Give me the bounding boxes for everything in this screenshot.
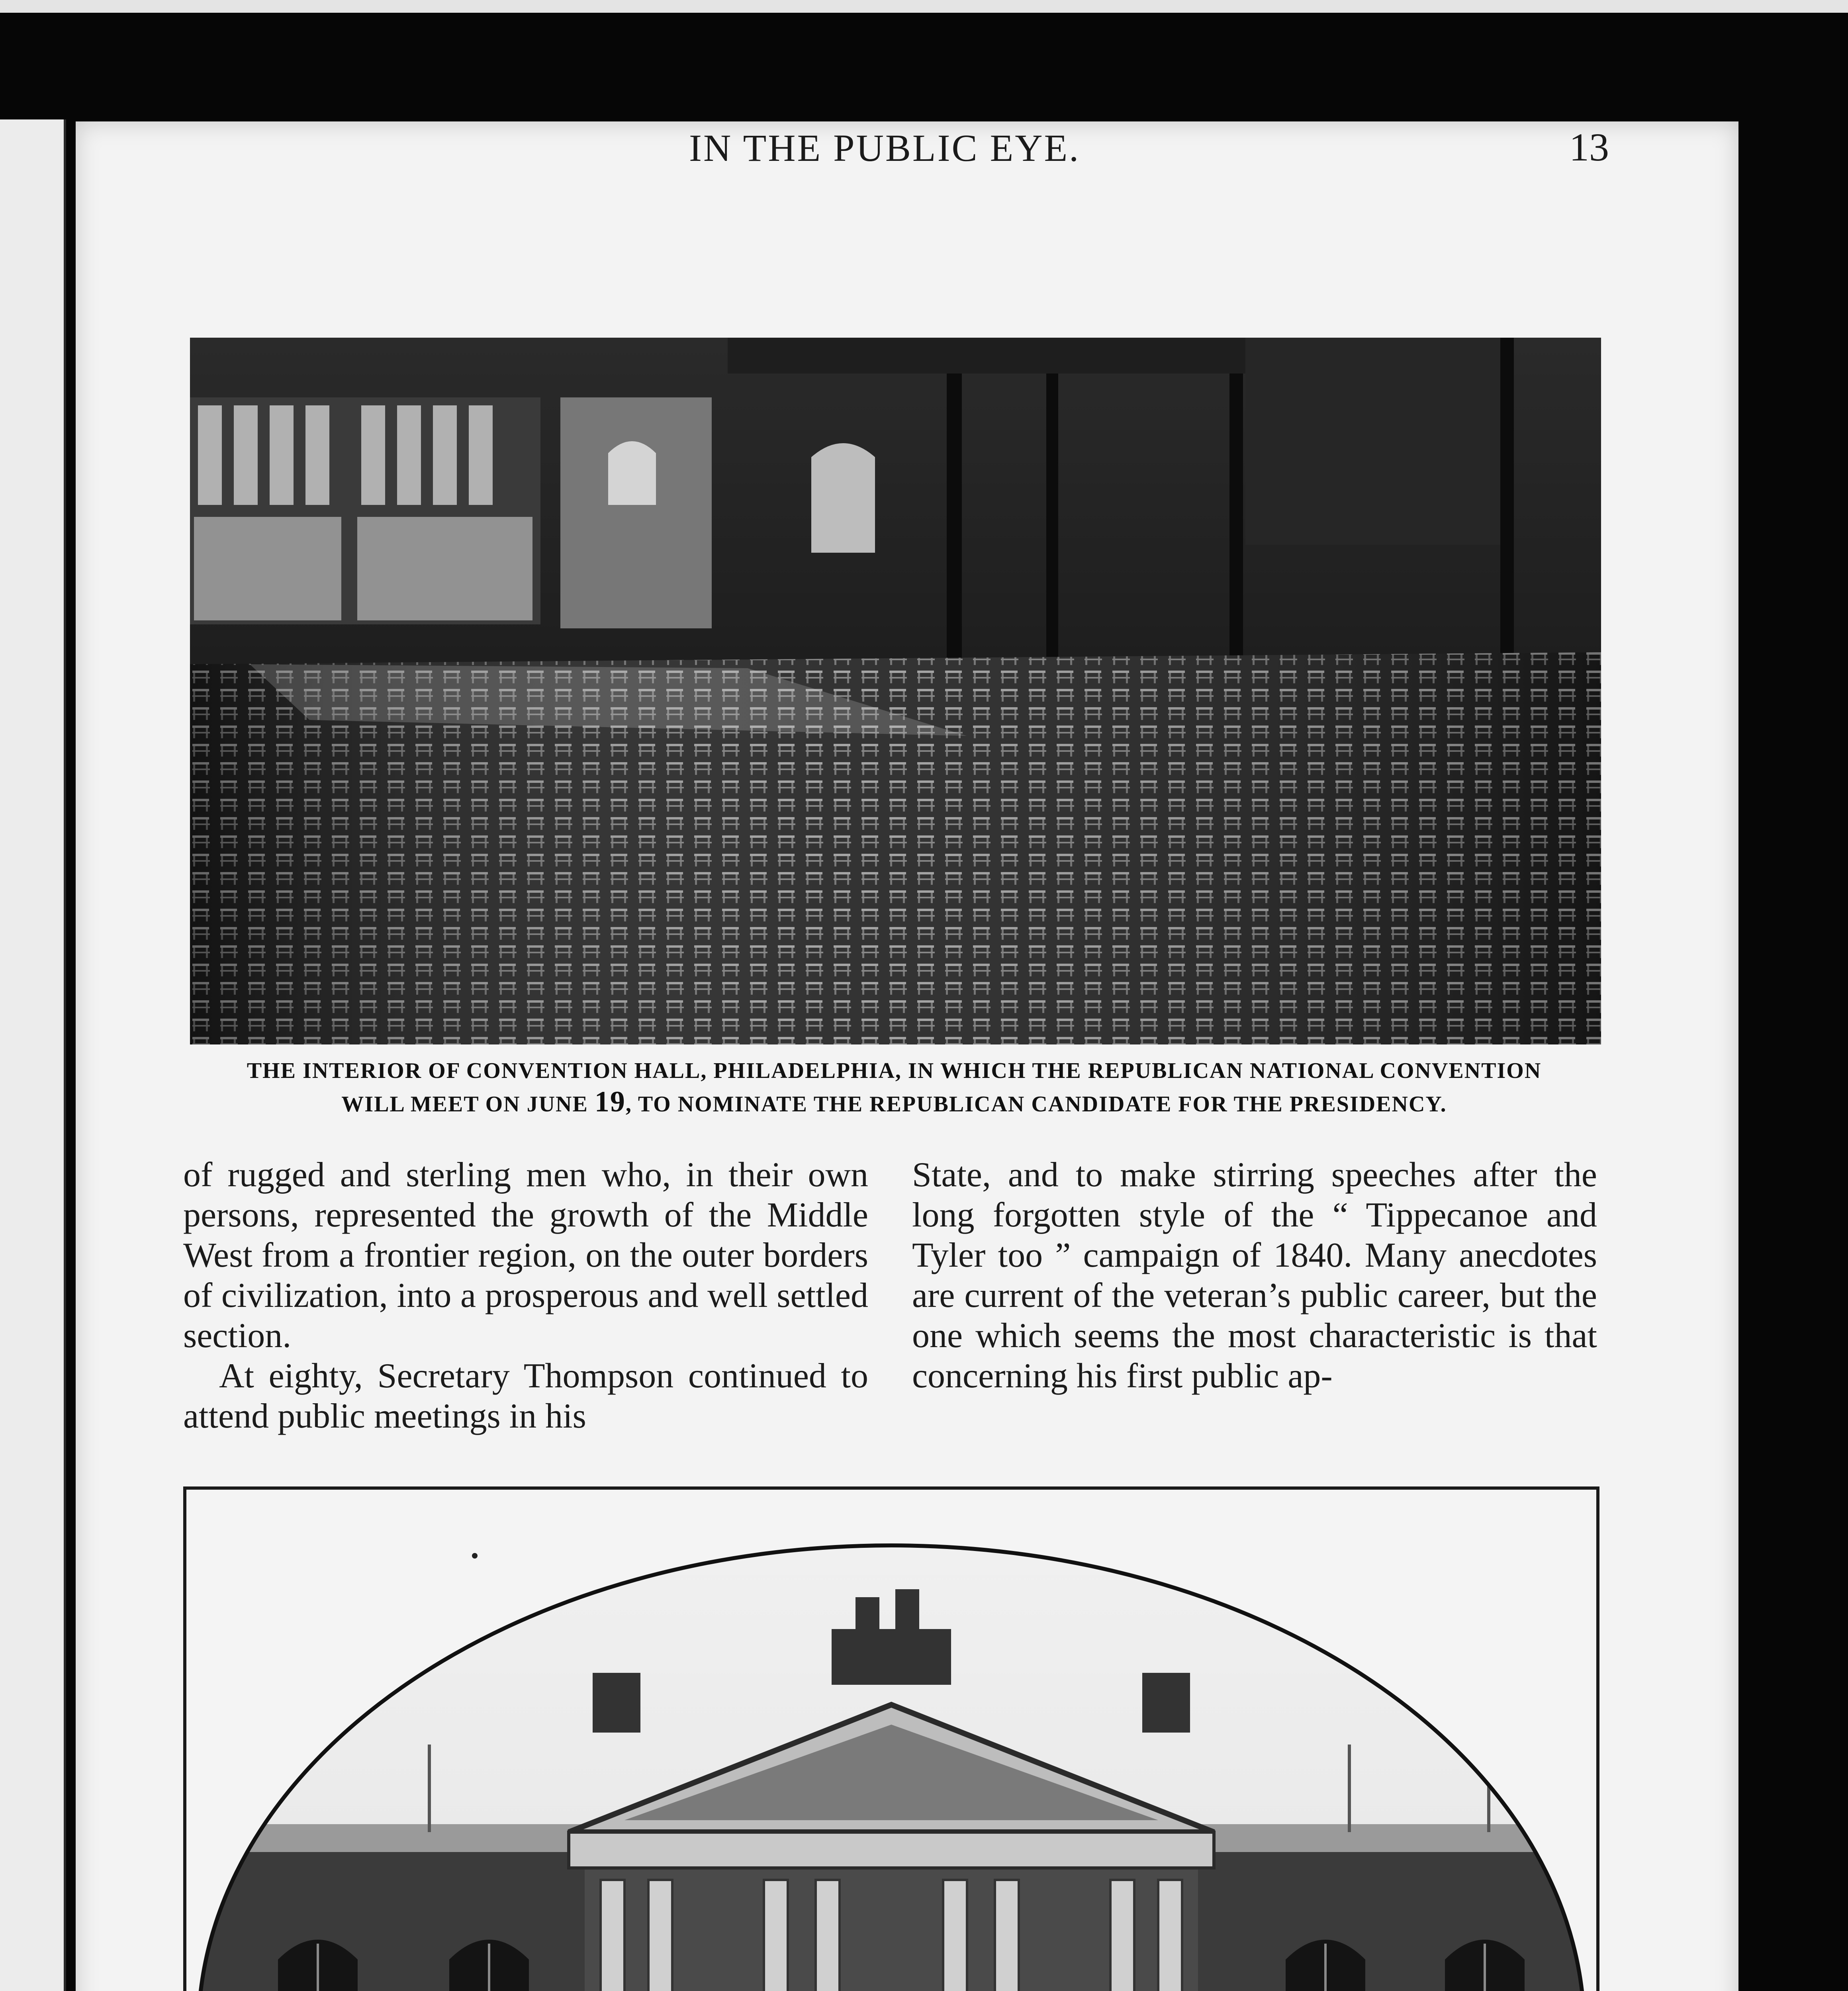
caption-date-number: 19 [594,1085,626,1118]
caption-line-2b: , TO NOMINATE THE REPUBLICAN CANDIDATE FOR THE PRESIDENCY. [625,1092,1447,1117]
text-column-left [183,1155,868,1436]
caption-line-1: THE INTERIOR OF CONVENTION HALL, PHILADELPHIA, IN WHICH THE REPUBLICAN NATIONAL CONVENTION [247,1058,1542,1083]
text-column-right [912,1155,1597,1396]
facade-figure [183,1486,1599,1991]
interior-photograph [190,338,1601,1044]
caption-line-2 [183,1086,1605,1120]
running-head: IN THE PUBLIC EYE. [689,127,1081,169]
page-number: 13 [1569,125,1609,169]
facing-page-edge [0,119,66,1991]
paragraph: At eighty, Secretary Thompson continued to attend public meetings in his [183,1357,868,1436]
caption-line-2a: WILL MEET ON JUNE [341,1092,595,1117]
scan-top-strip [0,0,1848,13]
facade-photograph [194,1498,1588,1991]
paragraph: State, and to make stirring speeches after the long forgotten style of the “ Tippecanoe and Tyler too ” campaign of 1840. Many anecdotes are current of the veteran’s public career, but the one which seems the most characteristic is that concerning his first public ap- [912,1156,1597,1395]
interior-photo-caption [183,1055,1605,1120]
paragraph: of rugged and sterling men who, in their own persons, represented the growth of the Middle West from a frontier region, on the outer borders of civilization, into a prosperous and well settled section. [183,1156,868,1355]
print-speck [472,1553,478,1559]
